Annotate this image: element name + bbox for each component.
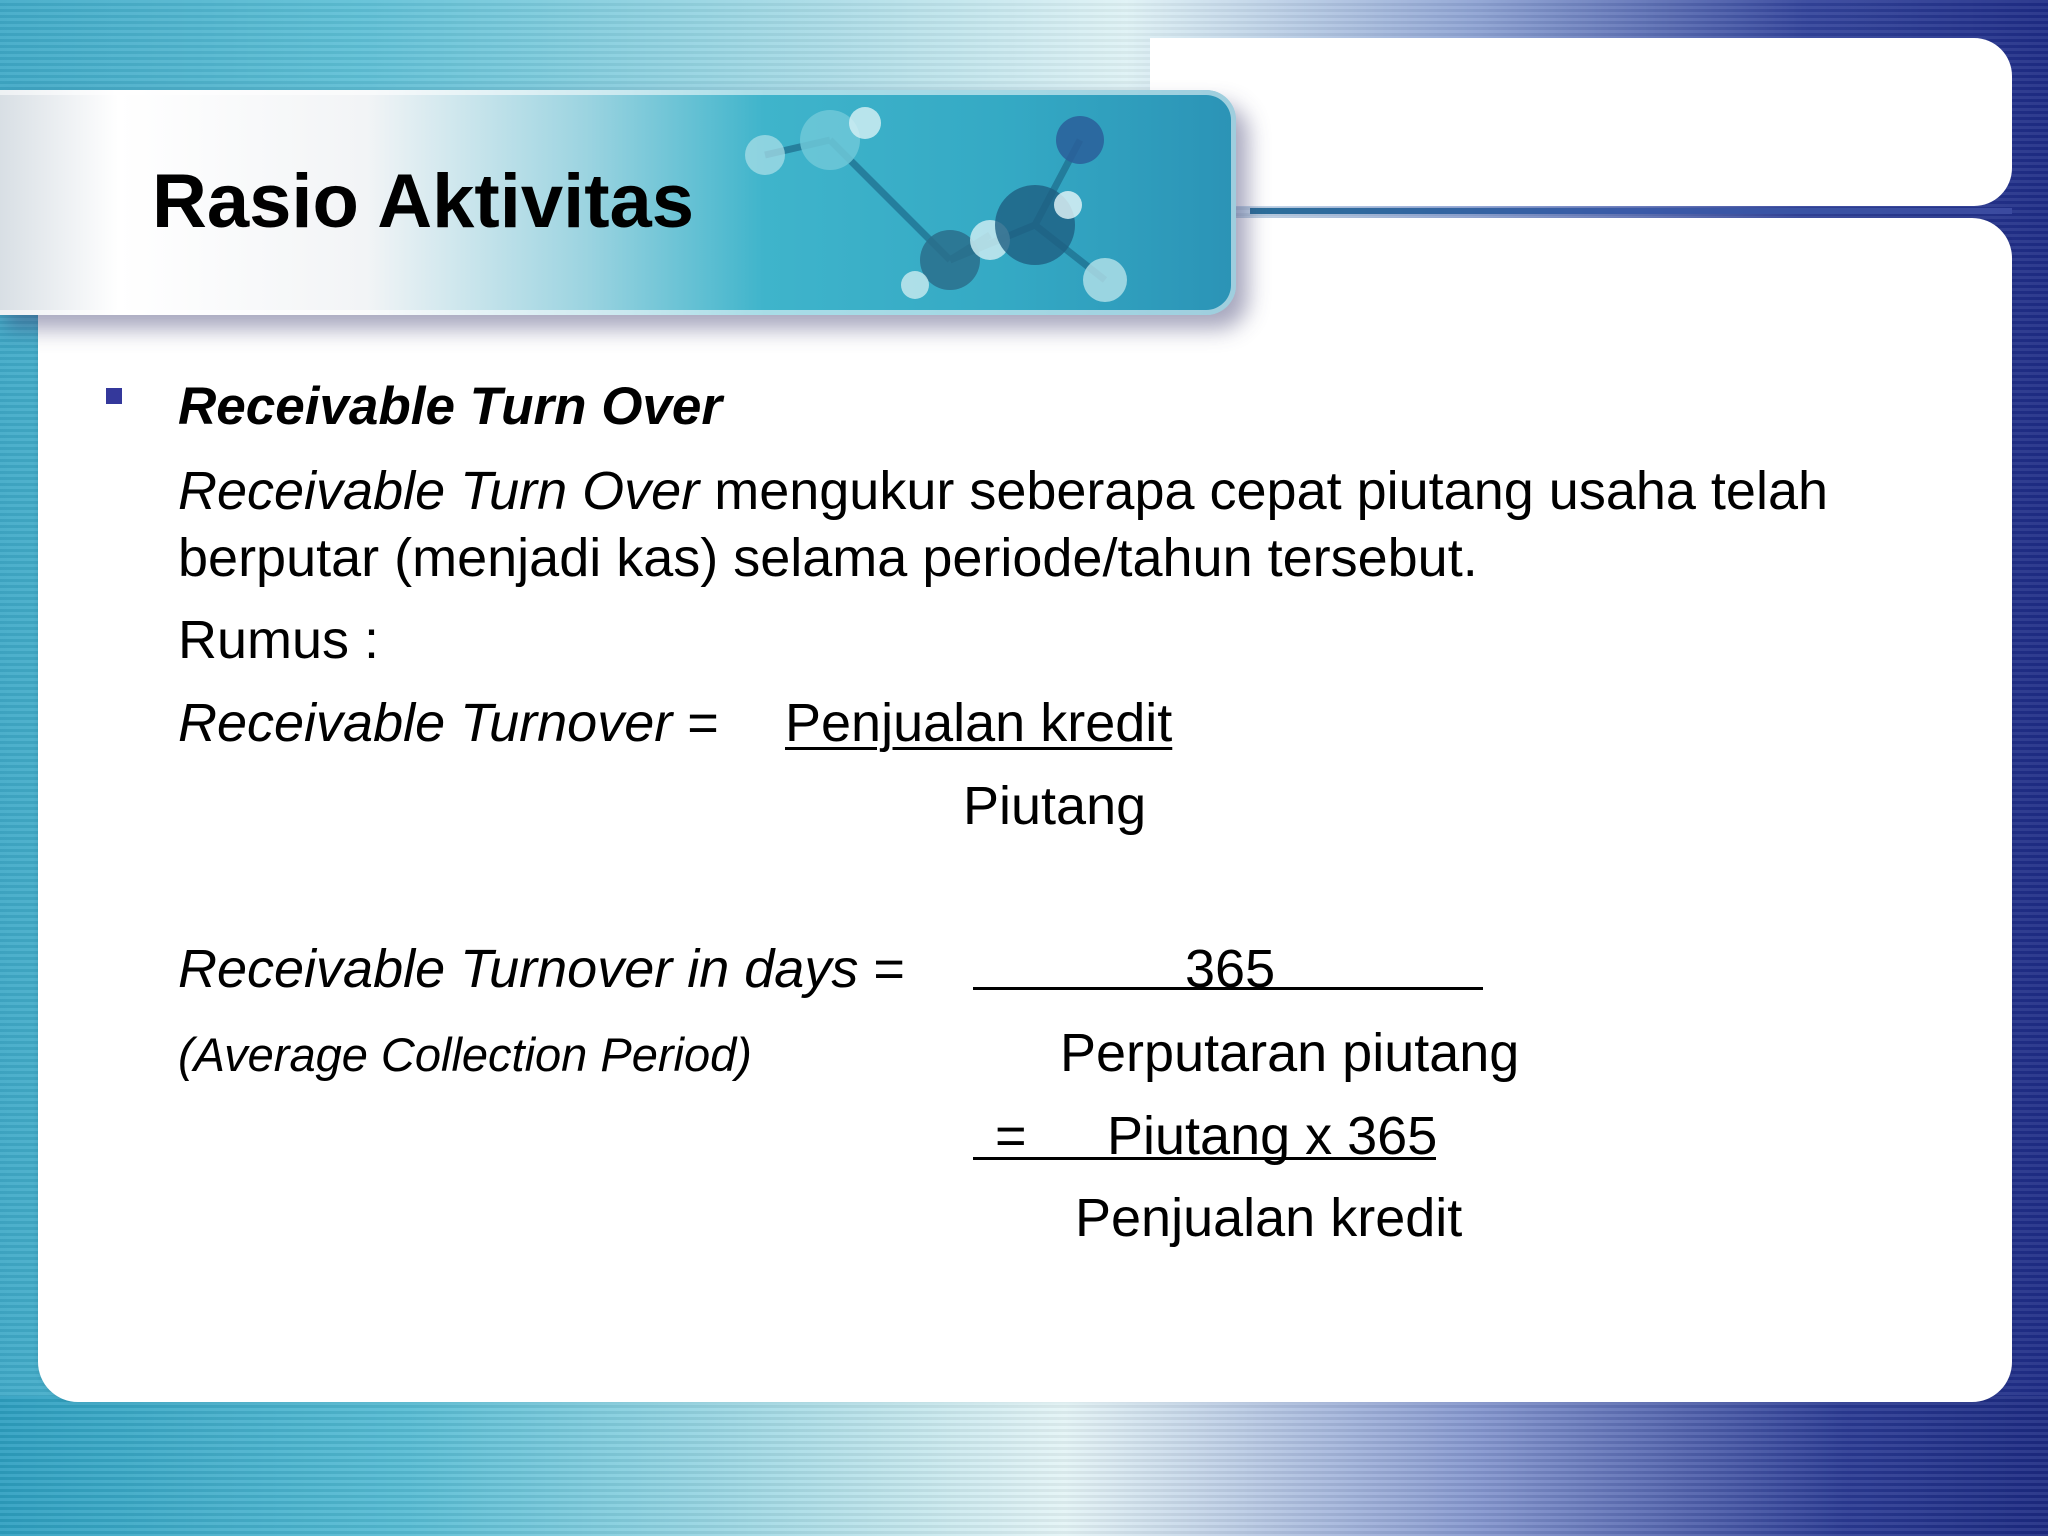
paragraph-line-2: berputar (menjadi kas) selama periode/tahun tersebut. <box>178 528 1478 588</box>
slide-title: Rasio Aktivitas <box>152 159 695 244</box>
top-right-panel <box>1150 38 2012 206</box>
paragraph-line-1 <box>178 461 1829 521</box>
formula-1-numerator: Penjualan kredit <box>785 693 1173 753</box>
bullet-marker <box>106 388 122 404</box>
formula-1-lhs: Receivable Turnover <box>178 693 673 753</box>
formula-2b-numerator: Piutang x 365 <box>1107 1106 1438 1166</box>
paragraph-term: Receivable Turn Over <box>178 461 700 521</box>
formula-1-denominator: Piutang <box>963 776 1147 836</box>
formula-2-numerator: 365 <box>1185 939 1276 999</box>
formula-2-equals: = <box>858 939 905 999</box>
formula-2-lhs: Receivable Turnover in days <box>178 939 859 999</box>
formula-2b-equals: = <box>995 1106 1027 1166</box>
formula-1-equals: = <box>672 693 719 753</box>
formula-2b-denominator: Penjualan kredit <box>1075 1188 1463 1248</box>
paragraph-line-1-text: mengukur seberapa cepat piutang usaha telah <box>699 461 1829 521</box>
molecule-illustration <box>690 95 1190 310</box>
formula-2-denominator: Perputaran piutang <box>1060 1023 1520 1083</box>
bottom-background-band <box>0 1396 2048 1536</box>
rumus-label: Rumus : <box>178 610 380 670</box>
formula-1 <box>178 693 719 753</box>
formula-2 <box>178 939 905 999</box>
header-divider-line <box>1250 208 2012 214</box>
bullet-heading: Receivable Turn Over <box>178 377 723 436</box>
formula-2-note: (Average Collection Period) <box>178 1028 752 1081</box>
